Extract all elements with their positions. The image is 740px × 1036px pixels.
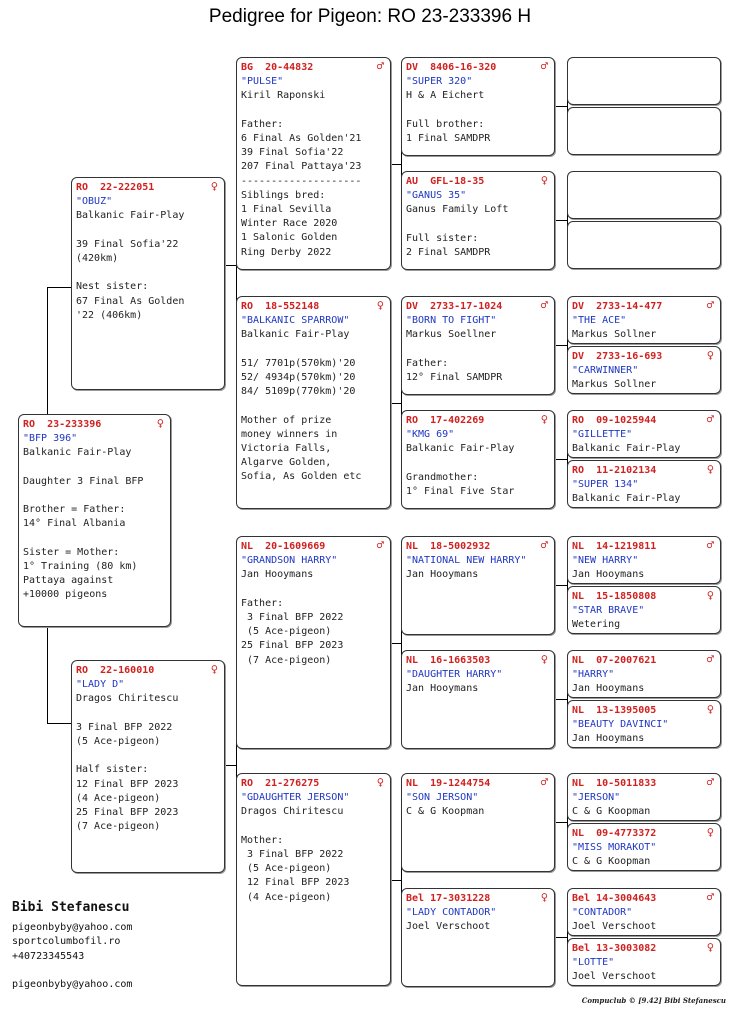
ring-number: NL 18-5002932 [406,541,491,552]
female-symbol-icon: ♀ [706,940,714,954]
female-symbol-icon: ♀ [540,652,548,666]
female-symbol-icon: ♀ [706,462,714,476]
info-line: Dragos Chiritescu [241,806,344,818]
connector-line [555,220,567,221]
info-line: 39 Final Sofia'22 [76,238,179,250]
female-symbol-icon: ♀ [210,179,218,193]
info-line: H & A Eichert [406,90,485,102]
info-line: Jan Hooymans [572,733,645,745]
pigeon-name: "BFP 396" [23,433,78,445]
owner-name: Bibi Stefanescu [12,900,130,915]
info-line [76,749,220,763]
female-symbol-icon: ♀ [376,775,384,789]
info-line: Brother = Father: [23,504,126,516]
connector-line [555,822,567,823]
connector-line [555,345,567,346]
info-line: Dragos Chiritescu [76,693,179,705]
ring-number: NL 15-1850808 [572,591,657,602]
pigeon-name: "KMG 69" [406,429,455,441]
male-symbol-icon: ♂ [540,538,548,552]
female-symbol-icon: ♀ [706,348,714,362]
info-line [241,583,386,597]
male-symbol-icon: ♂ [376,59,384,73]
female-symbol-icon: ♀ [540,412,548,426]
info-line: 3 Final BFP 2022 [241,612,344,623]
female-symbol-icon: ♀ [706,702,714,716]
pigeon-card-ddd [401,888,555,987]
female-symbol-icon: ♀ [156,416,164,430]
pigeon-card-sss [401,57,555,156]
pigeon-card-g6 [567,346,721,394]
info-line [76,266,220,280]
pigeon-card-g16 [567,938,721,986]
info-line [241,343,386,357]
info-line: Full sister: [406,232,479,244]
male-symbol-icon: ♂ [706,538,714,552]
pigeon-name: "NATIONAL NEW HARRY" [406,555,527,567]
info-line: Markus Sollner [572,379,657,391]
ring-number: BG 20-44832 [241,62,314,73]
pigeon-name: "DAUGHTER HARRY" [406,669,503,681]
info-line: Joel Verschoot [572,921,657,933]
female-symbol-icon: ♀ [210,662,218,676]
pigeon-card-subject [18,414,171,627]
info-line: Joel Verschoot [572,971,657,983]
pigeon-name: "JERSON" [572,792,621,804]
info-line: Father: [241,597,284,609]
info-line: 25 Final BFP 2023 [241,640,344,652]
info-line: 12 Final BFP 2023 [76,778,179,790]
info-line [23,461,166,475]
pigeon-card-g5 [567,296,721,344]
info-line: 6 Final As Golden'21 [241,133,362,144]
owner-phone: +40723345543 [12,950,85,962]
ring-number: DV 2733-14-477 [572,301,663,312]
female-symbol-icon: ♀ [706,588,714,602]
info-line: Jan Hooymans [406,683,479,695]
info-line: (4 Ace-pigeon) [241,891,332,903]
pigeon-name: "GILLETTE" [572,429,633,441]
info-line: 12° Final SAMDPR [406,372,503,383]
connector-line [391,164,401,165]
info-line: Siblings bred: [241,189,326,201]
pigeon-card-g10 [567,586,721,634]
info-line: +10000 pigeons [23,589,108,601]
ring-number: RO 17-402269 [406,415,485,426]
info-line: Father: [406,357,449,369]
ring-number: DV 8406-16-320 [406,62,497,73]
info-line: C & G Koopman [572,856,651,868]
ring-number: RO 18-552148 [241,301,320,312]
info-line [23,532,166,546]
pigeon-name: "PULSE" [241,76,284,88]
info-line [23,489,166,503]
info-line: Nest sister: [76,281,149,293]
ring-number: NL 09-4773372 [572,828,657,839]
info-line: Algarve Golden, [241,457,332,469]
connector-line [47,287,48,415]
pigeon-card-dd [236,773,391,986]
pigeon-name: "GANUS 35" [406,190,467,202]
connector-line [555,459,567,460]
pigeon-name: "OBUZ" [76,196,113,208]
info-line: Joel Verschoot [406,921,491,933]
connector-line [47,626,48,724]
info-line: Half sister: [76,764,149,776]
info-line: Pattaya against [23,575,114,587]
ring-number: NL 19-1244754 [406,778,491,789]
info-line: 1 Final Sevilla [241,204,332,216]
owner-website[interactable]: sportcolumbofil.ro [12,936,121,947]
pigeon-card-g13 [567,773,721,821]
ring-number: Bel 13-3003082 [572,943,657,954]
info-line: 1° Training (80 km) [23,560,138,572]
page-title: Pedigree for Pigeon: RO 23-233396 H [208,6,532,27]
info-line: 1 Final SAMDPR [406,133,491,144]
info-line [76,224,220,238]
connector-line [391,403,401,404]
info-line: (7 Ace-pigeon) [241,654,332,666]
pigeon-card-dam [71,660,225,873]
male-symbol-icon: ♂ [540,298,548,312]
pigeon-name: "LADY CONTADOR" [406,907,497,919]
info-line: (5 Ace-pigeon) [241,626,332,638]
info-line [406,343,550,357]
ring-number: Bel 17-3031228 [406,893,491,904]
info-line [241,399,386,413]
info-line: Full brother: [406,118,485,130]
ring-number: AU GFL-18-35 [406,176,485,187]
info-line: 51/ 7701p(570km)'20 [241,357,356,369]
info-line: Daughter 3 Final BFP [23,475,144,487]
info-line [406,457,550,471]
owner-email[interactable]: pigeonbyby@yahoo.com [12,921,133,933]
pigeon-card-dds [401,773,555,872]
pigeon-name: "HARRY" [572,669,615,681]
ring-number: RO 09-1025944 [572,415,657,426]
pigeon-card-sd [236,296,391,509]
info-line: Kiril Raponski [241,90,326,102]
connector-line [555,585,567,586]
info-line: Jan Hooymans [572,569,645,581]
info-line: 2 Final SAMDPR [406,247,491,258]
info-line: Balkanic Fair-Play [76,210,185,222]
info-line: money winners in [241,428,338,440]
info-line: Sister = Mother: [23,546,120,558]
ring-number: NL 07-2007621 [572,655,657,666]
male-symbol-icon: ♂ [376,538,384,552]
male-symbol-icon: ♂ [540,59,548,73]
info-line: Mother: [241,834,284,846]
info-line: 84/ 5109p(770km)'20 [241,386,356,398]
pigeon-name: "BEAUTY DAVINCI" [572,719,669,731]
pigeon-card-g15 [567,888,721,936]
ring-number: NL 20-1609669 [241,541,326,552]
pigeon-name: "LOTTE" [572,957,615,969]
ring-number: DV 2733-16-693 [572,351,663,362]
info-line: 1 Salonic Golden [241,232,338,244]
ring-number: RO 22-222051 [76,182,155,193]
info-line [406,104,550,118]
ring-number: RO 22-160010 [76,665,155,676]
info-line: Ring Derby 2022 [241,246,332,258]
male-symbol-icon: ♂ [706,298,714,312]
connector-line [47,287,71,288]
pigeon-name: "CONTADOR" [572,907,633,919]
male-symbol-icon: ♂ [706,652,714,666]
pigeon-name: "THE ACE" [572,315,627,327]
pigeon-card-g12 [567,700,721,748]
bottom-email[interactable]: pigeonbyby@yahoo.com [12,979,133,990]
pigeon-card-g1 [567,57,721,105]
pigeon-card-g14 [567,823,721,871]
info-line: Sofia, As Golden etc [241,471,362,483]
male-symbol-icon: ♂ [540,775,548,789]
pigeon-name: "SON JERSON" [406,792,479,804]
ring-number: NL 16-1663503 [406,655,491,666]
male-symbol-icon: ♂ [706,412,714,426]
ring-number: RO 11-2102134 [572,465,657,476]
pigeon-card-g9 [567,536,721,584]
pigeon-card-ssd [401,171,555,270]
info-line: C & G Koopman [406,806,485,818]
info-line: Balkanic Fair-Play [572,443,681,455]
pigeon-card-g11 [567,650,721,698]
info-line: Balkanic Fair-Play [406,443,515,455]
info-line: Winter Race 2020 [241,218,338,230]
info-line: 3 Final BFP 2022 [76,721,173,733]
info-line: Jan Hooymans [572,683,645,695]
info-line: Father: [241,118,284,130]
female-symbol-icon: ♀ [540,173,548,187]
info-line: 1° Final Five Star [406,486,515,497]
pigeon-card-dss [401,536,555,635]
info-line: 67 Final As Golden [76,295,185,307]
pigeon-name: "NEW HARRY" [572,555,639,567]
info-line: Ganus Family Loft [406,204,509,216]
info-line: Wetering [572,619,621,631]
info-line: (4 Ace-pigeon) [76,792,161,804]
ring-number: RO 23-233396 [23,419,102,430]
info-line: (5 Ace-pigeon) [76,736,161,747]
pigeon-card-g4 [567,221,721,269]
info-line: Mother of prize [241,414,332,426]
info-line: 39 Final Sofia'22 [241,147,344,159]
pigeon-name: "LADY D" [76,679,125,691]
female-symbol-icon: ♀ [706,825,714,839]
pigeon-name: "SUPER 134" [572,479,639,491]
pigeon-name: "CARWINNER" [572,365,639,377]
connector-line [555,106,567,107]
ring-number: RO 21-276275 [241,778,320,789]
owner-block [12,901,132,964]
male-symbol-icon: ♂ [706,890,714,904]
pigeon-card-sire [71,177,225,390]
connector-line [555,699,567,700]
info-line: Victoria Falls, [241,443,332,454]
pigeon-card-sdd [401,410,555,509]
connector-line [391,643,401,644]
info-line: Markus Sollner [572,329,657,341]
pigeon-card-dsd [401,650,555,749]
info-line: 3 Final BFP 2022 [241,849,344,860]
info-line: 207 Final Pattaya'23 [241,161,362,173]
pigeon-name: "SUPER 320" [406,76,473,88]
pigeon-card-ss [236,57,391,270]
connector-line [47,723,71,724]
info-line [76,707,220,721]
info-line: Markus Soellner [406,329,497,341]
pigeon-card-g8 [567,460,721,508]
pigeon-name: "GDAUGHTER JERSON" [241,792,350,804]
connector-line [225,265,236,266]
info-line: 14° Final Albania [23,518,126,530]
info-line: 12 Final BFP 2023 [241,877,350,889]
info-line: 25 Final BFP 2023 [76,807,179,818]
pigeon-card-ds [236,536,391,749]
info-line: C & G Koopman [572,806,651,818]
pigeon-card-g7 [567,410,721,458]
pigeon-name: "STAR BRAVE" [572,605,645,617]
female-symbol-icon: ♀ [540,890,548,904]
pigeon-card-sds [401,296,555,395]
ring-number: NL 13-1395005 [572,705,657,716]
pigeon-name: "MISS MORAKOT" [572,842,657,854]
pigeon-name: "BALKANIC SPARROW" [241,315,350,327]
info-line [241,104,386,118]
connector-line [225,765,236,766]
info-line: Jan Hooymans [241,569,314,581]
connector-line [391,880,401,881]
info-line: '22 (406km) [76,309,143,321]
connector-line [555,937,567,938]
info-line: -------------------- [241,175,362,187]
info-line: Balkanic Fair-Play [241,329,350,341]
info-line: Balkanic Fair-Play [572,493,681,505]
info-line: Balkanic Fair-Play [23,447,132,459]
info-line: (7 Ace-pigeon) [76,821,161,833]
ring-number: NL 10-5011833 [572,778,657,789]
info-line [241,820,386,834]
info-line: Jan Hooymans [406,569,479,581]
ring-number: Bel 14-3004643 [572,893,657,904]
info-line: Grandmother: [406,471,479,483]
ring-number: NL 14-1219811 [572,541,657,552]
pigeon-name: "BORN TO FIGHT" [406,315,497,327]
footer-credit: Compuclub © [9.42] Bibi Stefanescu [581,996,726,1005]
pigeon-name: "GRANDSON HARRY" [241,555,338,567]
female-symbol-icon: ♀ [376,298,384,312]
info-line: (420km) [76,253,119,264]
pigeon-card-g3 [567,171,721,219]
ring-number: DV 2733-17-1024 [406,301,503,312]
info-line: 52/ 4934p(570km)'20 [241,372,356,383]
info-line [406,218,550,232]
info-line: (5 Ace-pigeon) [241,863,332,875]
male-symbol-icon: ♂ [706,775,714,789]
pigeon-card-g2 [567,107,721,155]
